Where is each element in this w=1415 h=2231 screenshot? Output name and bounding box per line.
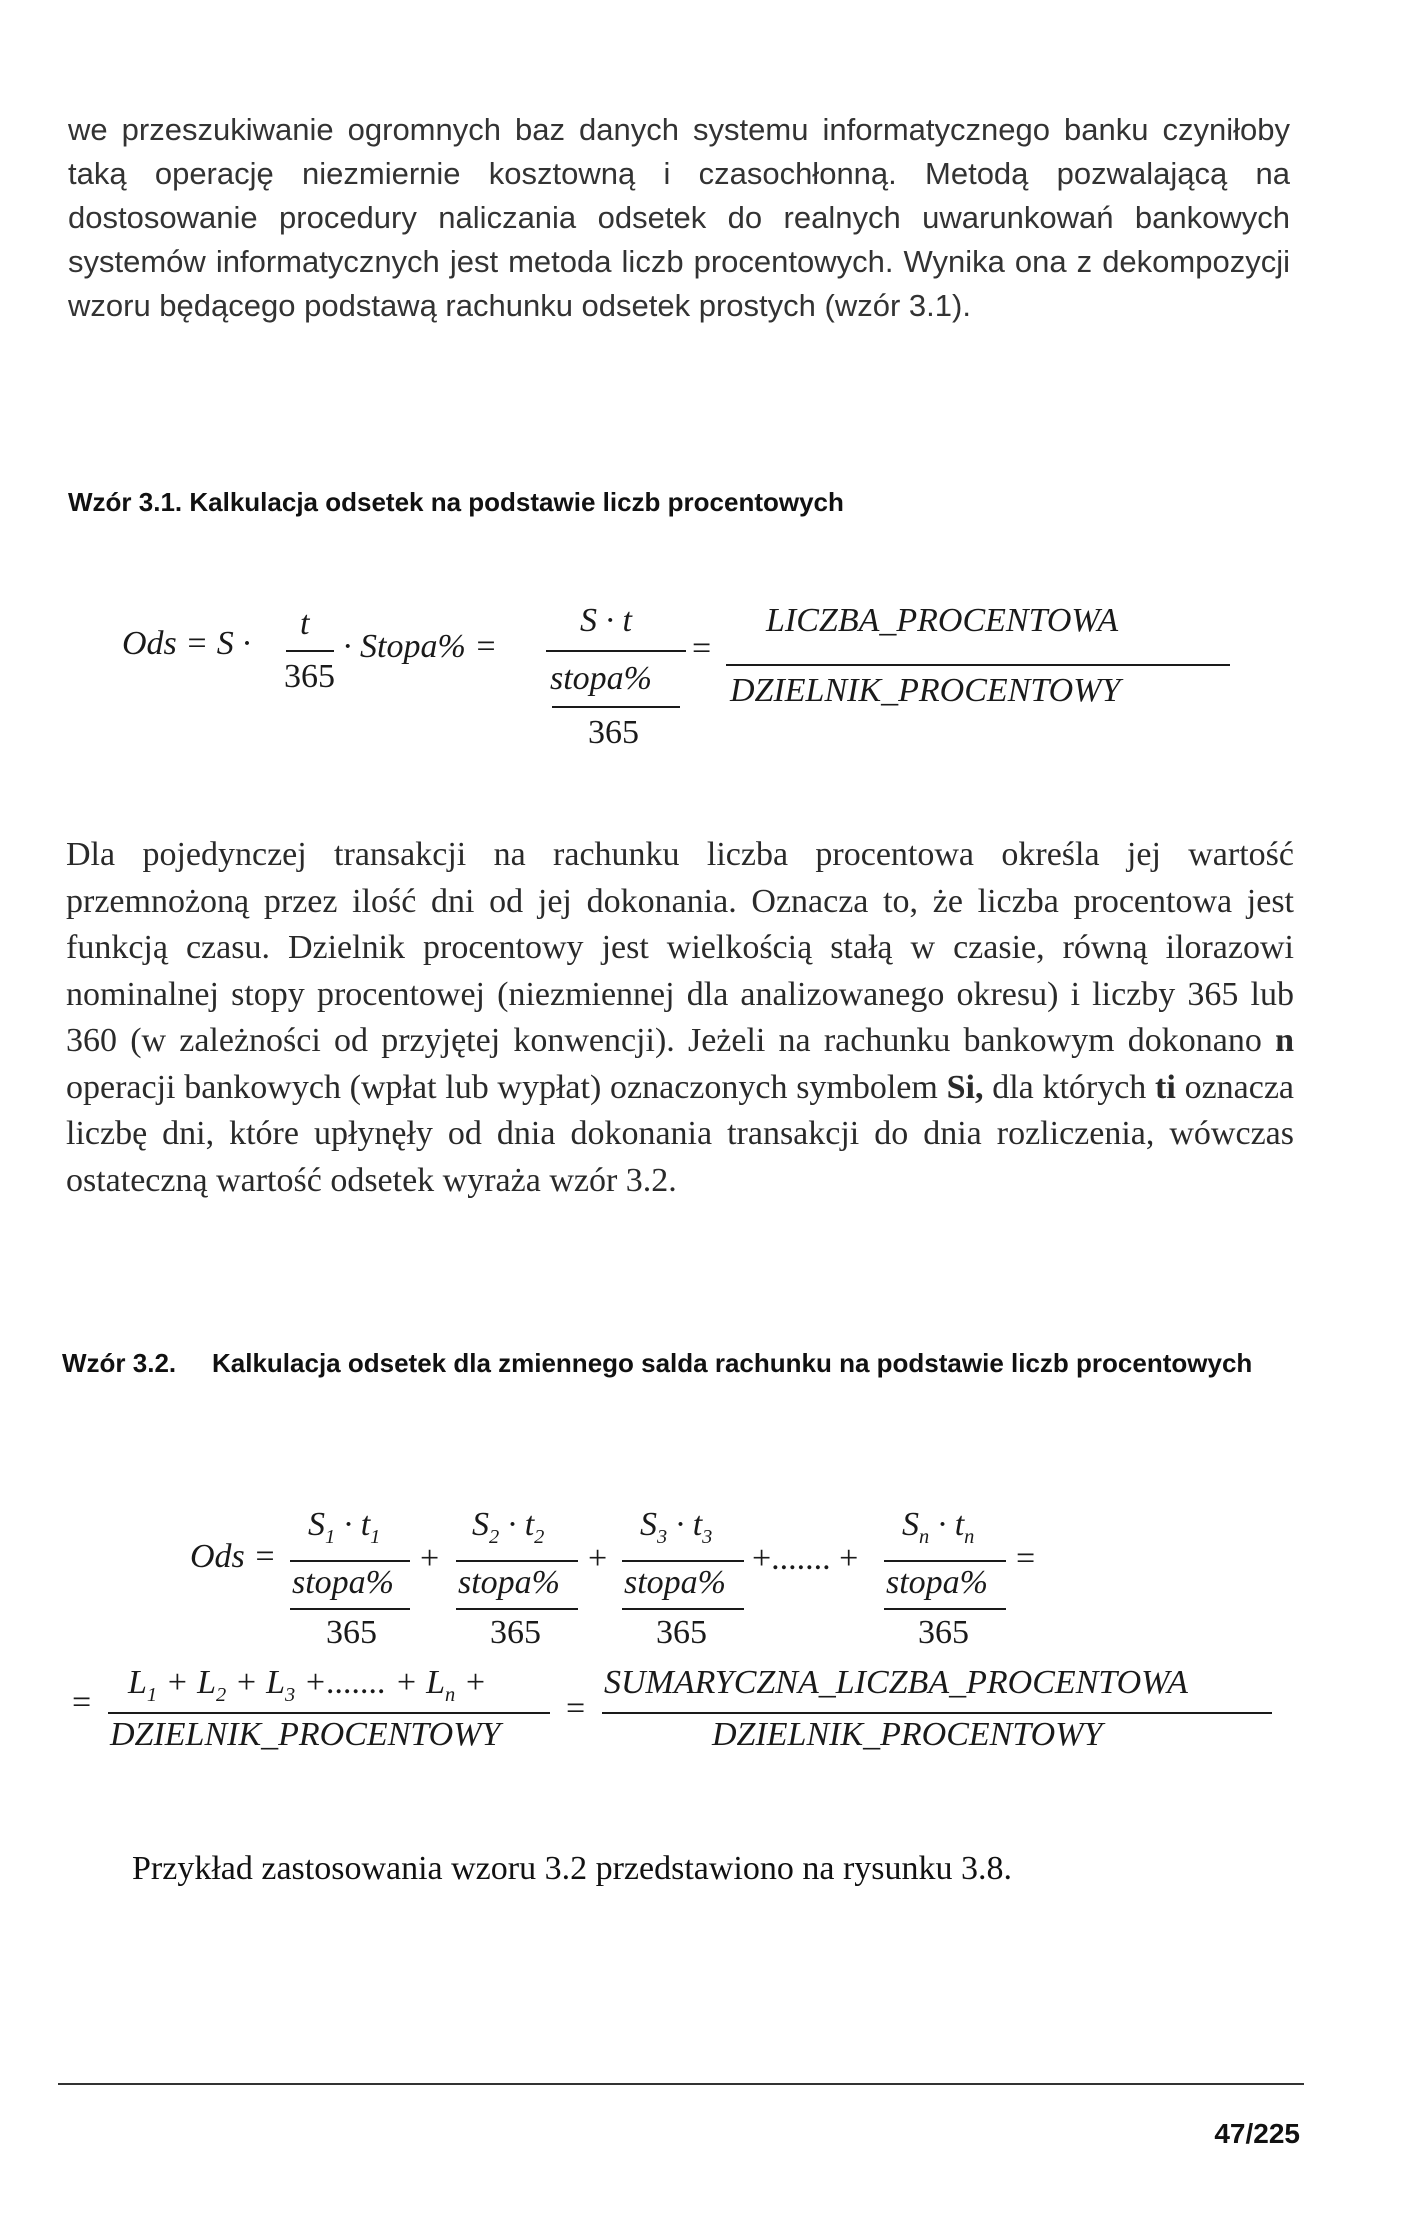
caption-text: Kalkulacja odsetek na podstawie liczb procentowych	[189, 487, 844, 517]
equals-sign: =	[692, 630, 712, 667]
caption-text: Kalkulacja odsetek dla zmiennego salda rachunku na podstawie liczb procentowych	[212, 1348, 1253, 1378]
caption-label: Wzór 3.2.	[62, 1348, 177, 1378]
formula-3-2-caption	[62, 1340, 1302, 1386]
dzielnik-denominator: DZIELNIK_PROCENTOWY	[110, 1716, 501, 1753]
term2-365: 365	[490, 1614, 541, 1651]
formula-3-1-caption	[68, 487, 844, 518]
equals-sign: =	[72, 1684, 92, 1721]
frac-bar	[552, 706, 680, 708]
frac-bar	[286, 650, 334, 652]
frac-bar	[622, 1608, 744, 1610]
explanation-paragraph: Dla pojedynczej transakcji na rachunku liczba procentowa określa jej wartość przemnożoną przez ilość dni od jej dokonania. Oznacza to, że liczba procentowa jest funkcją czasu. Dzielnik procentowy jest wielkością stałą w czasie, równą ilorazowi nominalnej stopy procentowej (niezmiennej dla analizowanego okresu) i liczby 365 lub 360 (w zależności od przyjętej konwencji). Jeżeli na rachunku bankowym dokonano n operacji bankowych (wpłat lub wypłat) oznaczonych symbolem Si, dla których ti oznacza liczbę dni, które upłynęły od dnia dokonania transakcji do dnia rozliczenia, wówczas ostateczną wartość odsetek wyraża wzór 3.2.	[66, 836, 1295, 1199]
caption-label: Wzór 3.1.	[68, 487, 183, 517]
frac-bar	[726, 664, 1230, 666]
frac-bar	[108, 1712, 550, 1714]
equals-sign: =	[566, 1690, 586, 1727]
frac-t-numerator: t	[300, 605, 310, 642]
term2-numerator: $S_2 \cdot t_2$	[472, 1506, 545, 1548]
frac-bar	[290, 1608, 410, 1610]
term1-stopa: stopa%	[292, 1564, 394, 1601]
frac-365-denominator: 365	[284, 658, 335, 695]
term1-numerator: $S_1 \cdot t_1$	[308, 1506, 381, 1548]
term3-365: 365	[656, 1614, 707, 1651]
stopa-denominator: stopa%	[550, 660, 652, 697]
dzielnik-denominator: DZIELNIK_PROCENTOWY	[730, 672, 1121, 709]
frac-bar	[546, 650, 686, 652]
termn-numerator: $S_n \cdot t_n$	[902, 1506, 975, 1548]
frac-bar	[884, 1608, 1006, 1610]
dots-sign: +....... +	[752, 1540, 859, 1577]
formula-lhs: Ods =	[190, 1538, 277, 1575]
frac-bar	[290, 1560, 410, 1562]
termn-stopa: stopa%	[886, 1564, 988, 1601]
frac-bar	[456, 1560, 578, 1562]
formula-lhs: Ods = S ·	[122, 625, 251, 662]
intro-paragraph: we przeszukiwanie ogromnych baz danych systemu informatycznego banku czyniłoby taką operację niezmiernie kosztowną i czasochłonną. Metodą pozwalającą na dostosowanie procedury naliczania odsetek do realnych uwarunkowań bankowych systemów informatycznych jest metoda liczb procentowych. Wynika ona z dekompozycji wzoru będącego podstawą rachunku odsetek prostych (wzór 3.1).	[68, 112, 1290, 323]
equals-sign: =	[1016, 1540, 1036, 1577]
lsum-numerator: $L_1 + L_2 + L_3$ +....... + $L_n$ +	[128, 1664, 487, 1706]
term1-365: 365	[326, 1614, 377, 1651]
term3-stopa: stopa%	[624, 1564, 726, 1601]
st-numerator: S · t	[580, 602, 632, 639]
liczba-numerator: LICZBA_PROCENTOWA	[766, 602, 1119, 639]
plus-sign: +	[588, 1540, 608, 1577]
term3-numerator: $S_3 \cdot t_3$	[640, 1506, 713, 1548]
term2-stopa: stopa%	[458, 1564, 560, 1601]
dzielnik-denominator: DZIELNIK_PROCENTOWY	[712, 1716, 1103, 1753]
frac-bar	[602, 1712, 1272, 1714]
frac-bar	[456, 1608, 578, 1610]
frac-bar	[622, 1560, 744, 1562]
n365-denominator: 365	[588, 714, 639, 751]
frac-bar	[884, 1560, 1006, 1562]
plus-sign: +	[420, 1540, 440, 1577]
stopa-term: · Stopa% =	[343, 628, 498, 665]
page-number: 47/225	[1214, 2118, 1300, 2149]
footer-rule	[58, 2083, 1304, 2085]
sumaryczna-numerator: SUMARYCZNA_LICZBA_PROCENTOWA	[604, 1664, 1188, 1701]
final-sentence: Przykład zastosowania wzoru 3.2 przedstawiono na rysunku 3.8.	[132, 1850, 1013, 1887]
termn-365: 365	[918, 1614, 969, 1651]
